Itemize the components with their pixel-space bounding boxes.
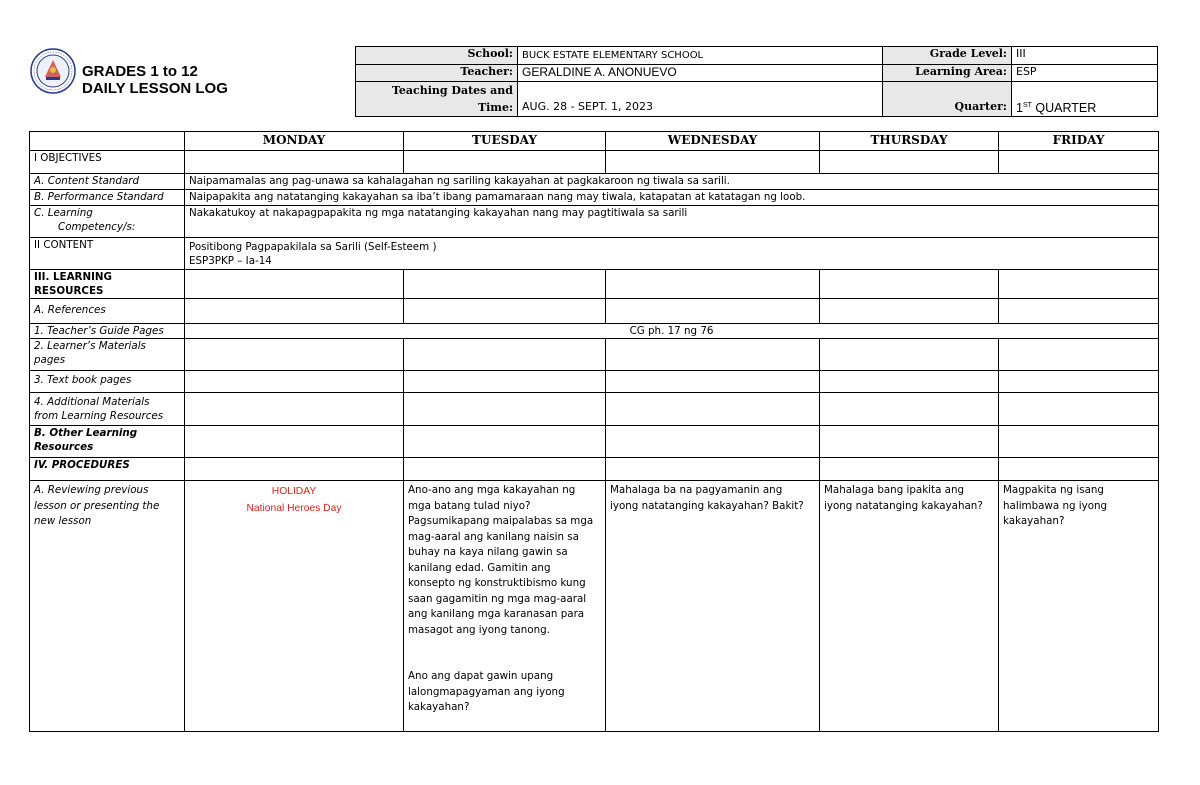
cell xyxy=(185,393,404,426)
cell xyxy=(999,299,1159,324)
tuesday-line: buhay na kaya nilang gawin sa xyxy=(408,546,568,558)
teaching-dates-value: AUG. 28 - SEPT. 1, 2023 xyxy=(518,82,883,117)
tuesday-line: mag-aaral ang kanilang naisin sa xyxy=(408,530,579,543)
procedures-label: IV. PROCEDURES xyxy=(30,458,185,481)
day-wednesday: WEDNESDAY xyxy=(606,132,820,151)
content-topic: Positibong Pagpapakilala sa Sarili (Self-Esteem ) xyxy=(189,241,437,253)
cell xyxy=(999,393,1159,426)
wednesday-line: iyong natatanging kakayahan? Bakit? xyxy=(610,499,804,512)
friday-review-cell xyxy=(999,481,1159,732)
teaching-dates-label-line-2: Time: xyxy=(477,101,513,114)
reviewing-label xyxy=(30,481,185,732)
tuesday-line: mga batang tulad niyo? xyxy=(408,499,531,512)
cell xyxy=(185,371,404,393)
cell xyxy=(999,426,1159,458)
other-resources-row xyxy=(30,426,1159,458)
tuesday-line: ang kanilang mga karanasan para xyxy=(408,608,585,620)
cell xyxy=(820,371,999,393)
learning-area-value: ESP xyxy=(1012,65,1158,82)
cell xyxy=(185,339,404,371)
competency-label xyxy=(30,206,185,238)
references-label: A. References xyxy=(30,299,185,324)
cell xyxy=(820,151,999,174)
teachers-guide-value: CG ph. 17 ng 76 xyxy=(185,324,1159,339)
learning-resources-row xyxy=(30,270,1159,299)
tuesday-line: Pagsumikapang maipalabas sa mga xyxy=(408,515,594,527)
school-label: School: xyxy=(356,47,518,65)
tuesday-line: saan gagamitin ng mga mag-aaral xyxy=(408,592,587,605)
reviewing-row xyxy=(30,481,1159,732)
thursday-line: Mahalaga bang ipakita ang xyxy=(824,484,965,496)
cell xyxy=(606,426,820,458)
cell xyxy=(185,458,404,481)
friday-line: halimbawa ng iyong xyxy=(1003,499,1108,512)
cell xyxy=(185,151,404,174)
learners-materials-label-line-2: pages xyxy=(34,354,66,366)
performance-standard-row xyxy=(30,190,1159,206)
cell xyxy=(999,151,1159,174)
additional-materials-label-line-1: 4. Additional Materials xyxy=(34,396,150,408)
cell xyxy=(606,371,820,393)
teaching-dates-label xyxy=(356,82,518,117)
grade-level-value: III xyxy=(1012,47,1158,65)
tuesday-line: lalongmapagyaman ang iyong xyxy=(408,685,565,698)
cell xyxy=(185,270,404,299)
tuesday-line: Ano ang dapat gawin upang xyxy=(408,670,554,682)
teachers-guide-label: 1. Teacher’s Guide Pages xyxy=(30,324,185,339)
cell xyxy=(404,339,606,371)
learners-materials-label xyxy=(30,339,185,371)
cell xyxy=(999,270,1159,299)
day-friday: FRIDAY xyxy=(999,132,1159,151)
other-resources-label xyxy=(30,426,185,458)
textbook-row xyxy=(30,371,1159,393)
quarter-label: Quarter: xyxy=(883,82,1012,117)
tuesday-review-cell xyxy=(404,481,606,732)
learning-resources-label: III. LEARNING RESOURCES xyxy=(30,270,185,299)
content-value xyxy=(185,238,1159,270)
additional-materials-label xyxy=(30,393,185,426)
cell xyxy=(820,426,999,458)
learners-materials-row xyxy=(30,339,1159,371)
other-resources-label-line-2: Resources xyxy=(34,441,94,453)
tuesday-line: kanilang edad. Gamitin ang xyxy=(408,561,551,574)
learning-area-label: Learning Area: xyxy=(883,65,1012,82)
friday-line: Magpakita ng isang xyxy=(1003,484,1104,496)
cell xyxy=(999,339,1159,371)
cell xyxy=(606,339,820,371)
grade-level-label: Grade Level: xyxy=(883,47,1012,65)
log-title xyxy=(82,63,228,97)
thursday-review-cell xyxy=(820,481,999,732)
competency-label-line-1: C. Learning xyxy=(34,207,93,219)
content-standard-label: A. Content Standard xyxy=(30,174,185,190)
competency-row xyxy=(30,206,1159,238)
thursday-line: iyong natatanging kakayahan? xyxy=(824,499,983,512)
reviewing-label-line-2: lesson or presenting the xyxy=(34,499,160,512)
cell xyxy=(999,458,1159,481)
content-row xyxy=(30,238,1159,270)
day-tuesday: TUESDAY xyxy=(404,132,606,151)
tuesday-line: kakayahan? xyxy=(408,701,470,713)
cell xyxy=(606,151,820,174)
textbook-label: 3. Text book pages xyxy=(30,371,185,393)
quarter-value xyxy=(1012,82,1158,117)
tuesday-line: Ano-ano ang mga kakayahan ng xyxy=(408,484,576,496)
holiday-name: National Heroes Day xyxy=(246,503,342,514)
cell xyxy=(606,299,820,324)
tuesday-line: masagot ang iyong tanong. xyxy=(408,623,550,636)
teacher-label: Teacher: xyxy=(356,65,518,82)
tuesday-line: konsepto ng konstruktibismo kung xyxy=(408,577,586,589)
additional-materials-row xyxy=(30,393,1159,426)
days-header-row xyxy=(30,132,1159,151)
days-header-corner xyxy=(30,132,185,151)
learners-materials-label-line-1: 2. Learner’s Materials xyxy=(34,340,146,352)
log-title-line-1: GRADES 1 to 12 xyxy=(82,63,198,80)
day-thursday: THURSDAY xyxy=(820,132,999,151)
cell xyxy=(404,458,606,481)
cell xyxy=(820,299,999,324)
teaching-dates-label-line-1: Teaching Dates and xyxy=(391,84,513,97)
content-standard-row xyxy=(30,174,1159,190)
cell xyxy=(820,393,999,426)
day-monday: MONDAY xyxy=(185,132,404,151)
content-label: II CONTENT xyxy=(30,238,185,270)
holiday-label: HOLIDAY xyxy=(271,486,317,497)
cell xyxy=(404,393,606,426)
objectives-label: I OBJECTIVES xyxy=(30,151,185,174)
cell xyxy=(404,151,606,174)
additional-materials-label-line-2: from Learning Resources xyxy=(34,410,164,422)
tuesday-spacer xyxy=(408,638,601,669)
cell xyxy=(606,458,820,481)
performance-standard-value: Naipapakita ang natatanging kakayahan sa iba’t ibang pamamaraan nang may tiwala, katapatan at katatagan ng loob. xyxy=(185,190,1159,206)
cell xyxy=(185,426,404,458)
content-standard-value: Naipamamalas ang pag-unawa sa kahalagahan ng sariling kakayahan at pagkakaroon ng tiwala sa sarili. xyxy=(185,174,1159,190)
teacher-value: GERALDINE A. ANONUEVO xyxy=(518,65,883,82)
cell xyxy=(606,270,820,299)
monday-holiday-cell xyxy=(185,481,404,732)
log-title-line-2: DAILY LESSON LOG xyxy=(82,80,228,97)
objectives-row xyxy=(30,151,1159,174)
cell xyxy=(606,393,820,426)
lesson-log-table xyxy=(29,131,1159,732)
teachers-guide-row xyxy=(30,324,1159,339)
cell xyxy=(404,426,606,458)
cell xyxy=(404,299,606,324)
wednesday-line: Mahalaga ba na pagyamanin ang xyxy=(610,484,783,496)
competency-value: Nakakatukoy at nakapagpapakita ng mga natatanging kakayahan nang may pagtitiwala sa sarili xyxy=(185,206,1159,238)
deped-seal-logo xyxy=(30,48,76,94)
cell xyxy=(404,371,606,393)
header-info-table xyxy=(355,46,1158,117)
cell xyxy=(185,299,404,324)
cell xyxy=(999,371,1159,393)
friday-line: kakayahan? xyxy=(1003,515,1065,527)
cell xyxy=(820,270,999,299)
school-value: BUCK ESTATE ELEMENTARY SCHOOL xyxy=(518,47,883,65)
cell xyxy=(820,339,999,371)
references-row xyxy=(30,299,1159,324)
performance-standard-label: B. Performance Standard xyxy=(30,190,185,206)
wednesday-review-cell xyxy=(606,481,820,732)
procedures-row xyxy=(30,458,1159,481)
quarter-text: QUARTER xyxy=(1035,101,1097,115)
other-resources-label-line-1: B. Other Learning xyxy=(34,427,138,439)
competency-label-line-2: Competency/s: xyxy=(58,221,136,233)
quarter-number: 1 xyxy=(1016,101,1023,115)
content-code: ESP3PKP – Ia-14 xyxy=(189,255,272,267)
cell xyxy=(404,270,606,299)
reviewing-label-line-3: new lesson xyxy=(34,515,92,527)
reviewing-label-line-1: A. Reviewing previous xyxy=(34,484,149,496)
quarter-suffix: ST xyxy=(1022,101,1032,109)
cell xyxy=(820,458,999,481)
